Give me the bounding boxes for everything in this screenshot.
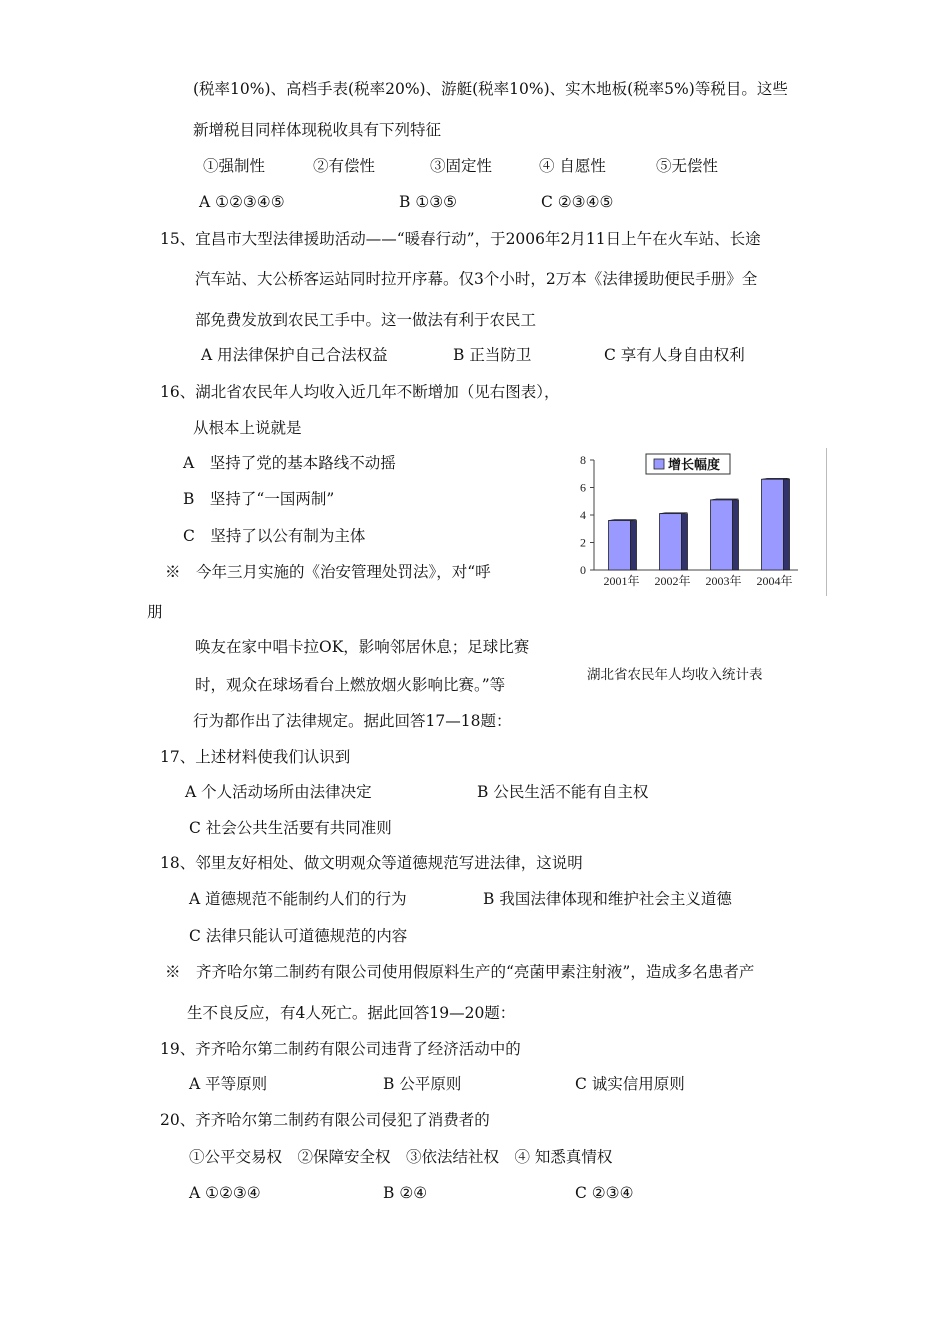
bar — [660, 514, 682, 570]
note1-line2: 朋 — [147, 603, 163, 621]
q18-option-b: B 我国法律体现和维护社会主义道德 — [483, 890, 732, 908]
y-tick-label: 6 — [580, 480, 586, 495]
bar — [762, 479, 784, 570]
q19-stem: 19、齐齐哈尔第二制药有限公司违背了经济活动中的 — [160, 1040, 521, 1058]
note2-line1: ※ 齐齐哈尔第二制药有限公司使用假原料生产的“亮菌甲素注射液”，造成多名患者产 — [165, 963, 755, 981]
income-chart — [558, 448, 827, 596]
q14-option-a: A ①②③④⑤ — [199, 193, 285, 211]
q16-option-a: A 坚持了党的基本路线不动摇 — [183, 454, 396, 472]
bar — [609, 521, 631, 571]
q15-line2: 汽车站、大公桥客运站同时拉开序幕。仅3个小时，2万本《法律援助便民手册》全 — [195, 270, 758, 288]
q18-option-c: C 法律只能认可道德规范的内容 — [189, 927, 408, 945]
q16-line1: 16、湖北省农民年人均收入近几年不断增加（见右图表）， — [160, 383, 560, 401]
q14-option-c: C ②③④⑤ — [541, 193, 614, 211]
note1-line5: 行为都作出了法律规定。据此回答17—18题： — [193, 712, 512, 730]
legend-swatch — [654, 459, 664, 469]
q19-option-c: C 诚实信用原则 — [575, 1075, 685, 1093]
bar-top — [609, 520, 637, 521]
note1-line1: ※ 今年三月实施的《治安管理处罚法》，对“呼 — [165, 563, 491, 581]
q15-option-a: A 用法律保护自己合法权益 — [201, 346, 388, 364]
bar-side — [733, 500, 739, 570]
x-tick-label: 2002年 — [654, 574, 691, 588]
q15-line1: 15、宜昌市大型法律援助活动——“暖春行动”，于2006年2月11日上午在火车站、长途 — [160, 230, 761, 248]
y-tick-label: 8 — [580, 453, 586, 467]
q14-item-1: ①强制性 — [203, 157, 266, 175]
y-tick-label: 0 — [580, 563, 586, 577]
x-tick-label: 2003年 — [705, 574, 742, 588]
q17-option-a: A 个人活动场所由法律决定 — [185, 783, 372, 801]
q14-line1: (税率10%)、高档手表(税率20%)、游艇(税率10%)、实木地板(税率5%)等税目。这些 — [193, 80, 788, 98]
bar-side — [682, 514, 688, 570]
q15-option-c: C 享有人身自由权利 — [604, 346, 745, 364]
q15-line3: 部免费发放到农民工手中。这一做法有利于农民工 — [195, 311, 537, 329]
q19-option-b: B 公平原则 — [383, 1075, 462, 1093]
q16-option-b: B 坚持了“一国两制” — [183, 490, 335, 508]
q20-option-c: C ②③④ — [575, 1184, 634, 1202]
q20-stem: 20、齐齐哈尔第二制药有限公司侵犯了消费者的 — [160, 1111, 490, 1129]
note1-line3: 唤友在家中唱卡拉OK，影响邻居休息；足球比赛 — [195, 638, 530, 656]
q14-item-4: ④ 自愿性 — [539, 157, 606, 175]
x-tick-label: 2004年 — [756, 574, 793, 588]
q14-item-2: ②有偿性 — [313, 157, 376, 175]
q17-stem: 17、上述材料使我们认识到 — [160, 748, 351, 766]
income-bar-chart — [558, 448, 826, 596]
chart-caption: 湖北省农民年人均收入统计表 — [587, 667, 763, 683]
q19-option-a: A 平等原则 — [189, 1075, 268, 1093]
q17-option-c: C 社会公共生活要有共同准则 — [189, 819, 392, 837]
y-tick-label: 2 — [580, 535, 586, 550]
x-tick-label: 2001年 — [603, 574, 640, 588]
q16-line2: 从根本上说就是 — [193, 419, 302, 437]
bar-side — [631, 521, 637, 571]
bar — [711, 500, 733, 570]
legend-label: 增长幅度 — [668, 457, 721, 472]
q20-items: ①公平交易权 ②保障安全权 ③依法结社权 ④ 知悉真情权 — [189, 1148, 613, 1166]
q20-option-a: A ①②③④ — [189, 1184, 261, 1202]
y-tick-label: 4 — [580, 508, 586, 522]
note1-line4: 时，观众在球场看台上燃放烟火影响比赛。”等 — [195, 676, 506, 694]
q14-item-3: ③固定性 — [430, 157, 493, 175]
q20-option-b: B ②④ — [383, 1184, 428, 1202]
q18-stem: 18、邻里友好相处、做文明观众等道德规范写进法律，这说明 — [160, 854, 583, 872]
q18-option-a: A 道德规范不能制约人们的行为 — [189, 890, 407, 908]
note2-line2: 生不良反应，有4人死亡。据此回答19—20题： — [187, 1004, 516, 1022]
bar-side — [784, 479, 790, 570]
bar-top — [711, 499, 739, 500]
q14-line2: 新增税目同样体现税收具有下列特征 — [193, 121, 442, 139]
q16-option-c: C 坚持了以公有制为主体 — [183, 527, 366, 545]
bar-top — [762, 478, 790, 479]
q14-option-b: B ①③⑤ — [399, 193, 458, 211]
bar-top — [660, 513, 688, 514]
q17-option-b: B 公民生活不能有自主权 — [477, 783, 649, 801]
q14-item-5: ⑤无偿性 — [656, 157, 719, 175]
q15-option-b: B 正当防卫 — [453, 346, 532, 364]
